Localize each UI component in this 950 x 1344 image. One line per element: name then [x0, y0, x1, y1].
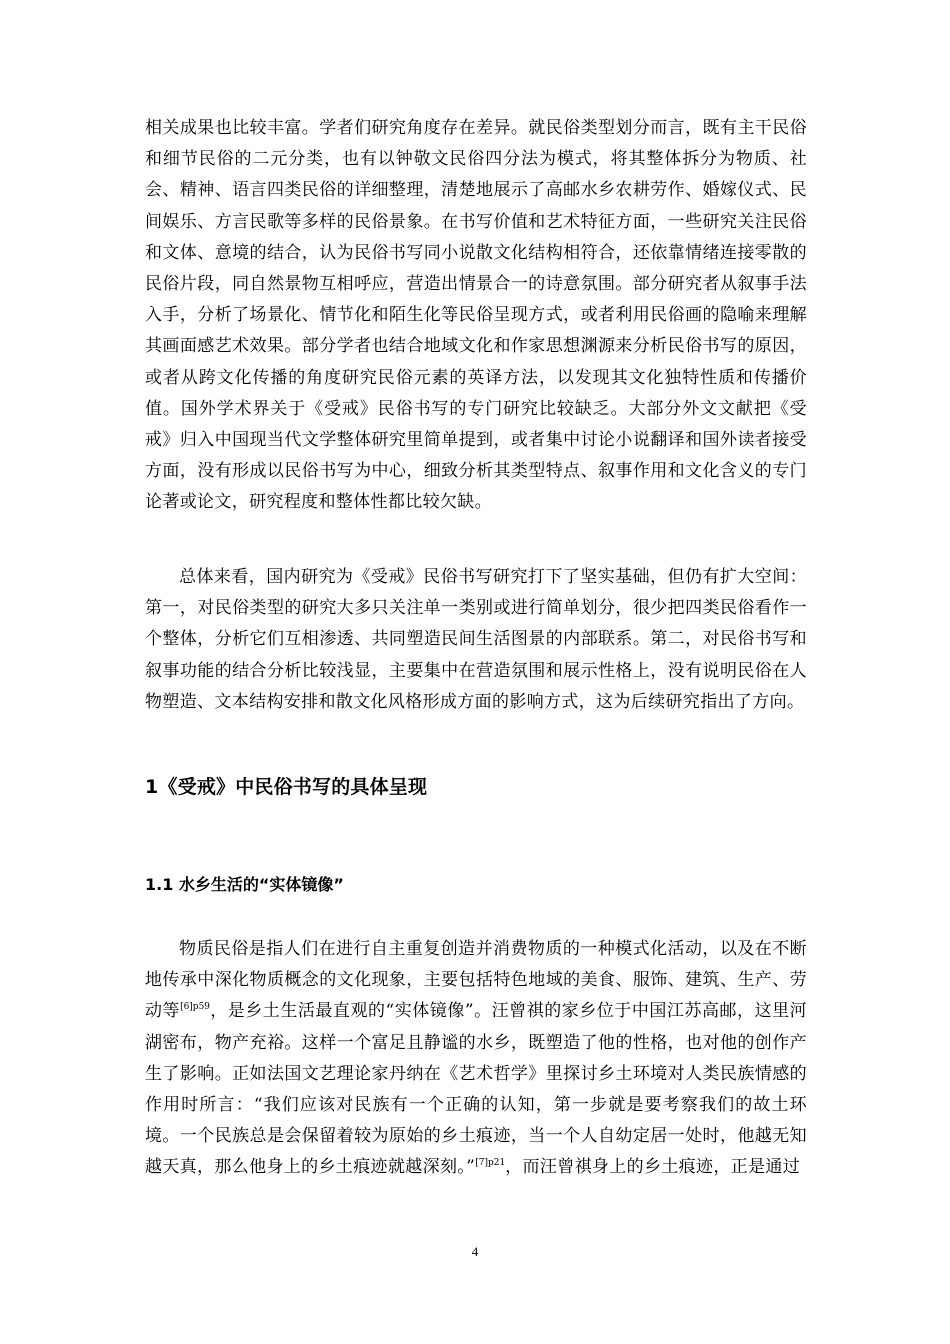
page-number: 4 — [471, 1244, 479, 1259]
paragraph-text-part: ，是乡土生活最直观的“实体镜像”。汪曾祺的家乡位于中国江苏高邮，这里河湖密布，物产充裕。这样一个富足且静谧的水乡，既塑造了他的性格，也对他的创作产生了影响。正如法国文艺理论家丹纳在《艺术哲学》里探讨乡土环境对人类民族情感的作用时所言：“我们应该对民族有一个正确的认知，第一步就是要考察我们的故土环境。一个民族总是会保留着较为原始的乡土痕迹，当一个人自幼定居一处时，他越无知越天真，那么他身上的乡土痕迹就越深刻。” — [145, 1001, 807, 1178]
citation-superscript: [6]p59 — [180, 1002, 211, 1013]
citation-superscript: [7]p21 — [475, 1158, 506, 1169]
body-paragraph-summary: 总体来看，国内研究为《受戒》民俗书写研究打下了坚实基础，但仍有扩大空间：第一，对民俗类型的研究大多只关注单一类别或进行简单划分，很少把四类民俗看作一个整体，分析它们互相渗透、共同塑造民间生活图景的内部联系。第二，对民俗书写和叙事功能的结合分析比较浅显，主要集中在营造氛围和展示性格上，没有说明民俗在人物塑造、文本结构安排和散文化风格形成方面的影响方式，这为后续研究指出了方向。 — [145, 567, 807, 712]
paragraph-text-part: ，而汪曾祺身上的乡土痕迹，正是通过 — [505, 1157, 801, 1178]
subsection-heading-1-1: 1.1 水乡生活的“实体镜像” — [145, 875, 344, 894]
body-paragraph-material-folklore — [145, 934, 807, 1184]
section-heading-1: 1《受戒》中民俗书写的具体呈现 — [145, 776, 428, 798]
body-paragraph-literature-review: 相关成果也比较丰富。学者们研究角度存在差异。就民俗类型划分而言，既有主干民俗和细节民俗的二元分类，也有以钟敬文民俗四分法为模式，将其整体拆分为物质、社会、精神、语言四类民俗的详细整理，清楚地展示了高邮水乡农耕劳作、婚嫁仪式、民间娱乐、方言民歌等多样的民俗景象。在书写价值和艺术特征方面，一些研究关注民俗和文体、意境的结合，认为民俗书写同小说散文化结构相符合，还依靠情绪连接零散的民俗片段，同自然景物互相呼应，营造出情景合一的诗意氛围。部分研究者从叙事手法入手，分析了场景化、情节化和陌生化等民俗呈现方式，或者利用民俗画的隐喻来理解其画面感艺术效果。部分学者也结合地域文化和作家思想渊源来分析民俗书写的原因，或者从跨文化传播的角度研究民俗元素的英译方法，以发现其文化独特性质和传播价值。国外学术界关于《受戒》民俗书写的专门研究比较缺乏。大部分外文文献把《受戒》归入中国现当代文学整体研究里简单提到，或者集中讨论小说翻译和国外读者接受方面，没有形成以民俗书写为中心，细致分析其类型特点、叙事作用和文化含义的专门论著或论文，研究程度和整体性都比较欠缺。 — [145, 118, 807, 513]
paragraph-text-part: 物质民俗是指人们在进行自主重复创造并消费物质的一种模式化活动，以及在不断地传承中深化物质概念的文化现象，主要包括特色地域的美食、服饰、建筑、生产、劳动等 — [145, 939, 807, 1022]
